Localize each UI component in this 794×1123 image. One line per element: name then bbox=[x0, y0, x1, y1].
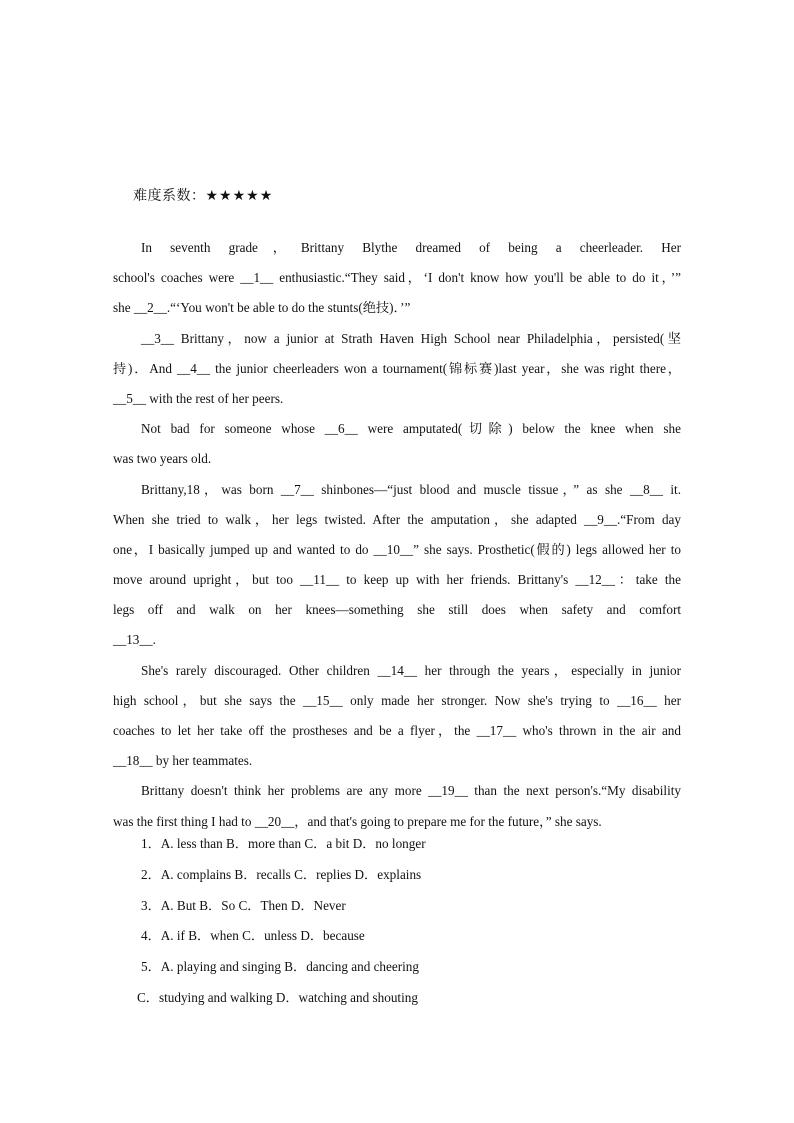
passage-line: She's rarely discouraged. Other children __14__ her through the years，especially in junior bbox=[141, 662, 681, 678]
passage-line: school's coaches were __1__ enthusiastic.“They said，‘I don't know how you'll be able to do it，’” bbox=[113, 270, 681, 286]
option-line: 3．A. But B．So C．Then D．Never bbox=[141, 897, 346, 913]
passage-line: __5__ with the rest of her peers. bbox=[113, 390, 284, 406]
answer-options bbox=[137, 829, 681, 1014]
passage-line: move around upright，but too __11__ to keep up with her friends. Brittany's __12__：take the bbox=[113, 572, 681, 588]
difficulty-label: 难度系数： bbox=[133, 188, 206, 204]
passage-line: When she tried to walk，her legs twisted. After the amputation，she adapted __9__.“From day bbox=[113, 511, 681, 527]
passage-line: one，I basically jumped up and wanted to do __10__” she says. Prosthetic(假的) legs allowed her to bbox=[113, 541, 681, 557]
passage-line: __3__ Brittany，now a junior at Strath Haven High School near Philadelphia，persisted(坚 bbox=[141, 330, 681, 346]
option-line: 1．A. less than B．more than C．a bit D．no longer bbox=[141, 836, 426, 851]
difficulty-rating bbox=[133, 185, 273, 205]
passage-line: Brittany doesn't think her problems are any more __19__ than the next person's.“My disability bbox=[141, 783, 681, 799]
option-line: 5．A. playing and singing B．dancing and cheering bbox=[141, 959, 419, 975]
passage-line: Not bad for someone whose __6__ were amputated(切除) below the knee when she bbox=[141, 421, 681, 437]
option-line: 4．A. if B．when C．unless D．because bbox=[141, 928, 365, 944]
passage-line: coaches to let her take off the prostheses and be a flyer，the __17__ who's thrown in the air and bbox=[113, 723, 681, 738]
passage-line: Brittany,18，was born __7__ shinbones—“just blood and muscle tissue，” as she __8__ it. bbox=[141, 481, 681, 497]
passage-line: legs off and walk on her knees—something she still does when safety and comfort bbox=[113, 602, 681, 618]
passage-line: 持)．And __4__ the junior cheerleaders won a tournament(锦标赛)last year，she was right there， bbox=[113, 360, 681, 376]
passage-line: __18__ by her teammates. bbox=[113, 753, 253, 769]
passage-line: was the first thing I had to __20__，and that's going to prepare me for the future，” she says. bbox=[113, 813, 602, 829]
passage-line: high school，but she says the __15__ only made her stronger. Now she's trying to __16__ her bbox=[113, 692, 681, 708]
passage-line: In seventh grade，Brittany Blythe dreamed of being a cheerleader. Her bbox=[141, 240, 681, 255]
star-rating-icon: ★★★★★ bbox=[205, 188, 274, 204]
passage-line: she __2__.“‘You won't be able to do the stunts(绝技)．’” bbox=[113, 300, 411, 316]
option-line: 2．A. complains B．recalls C．replies D．explains bbox=[141, 866, 422, 882]
option-line: C．studying and walking D．watching and shouting bbox=[137, 989, 418, 1005]
passage-body bbox=[113, 233, 681, 837]
passage-line: __13__. bbox=[113, 632, 156, 648]
passage-line: was two years old. bbox=[113, 451, 212, 467]
